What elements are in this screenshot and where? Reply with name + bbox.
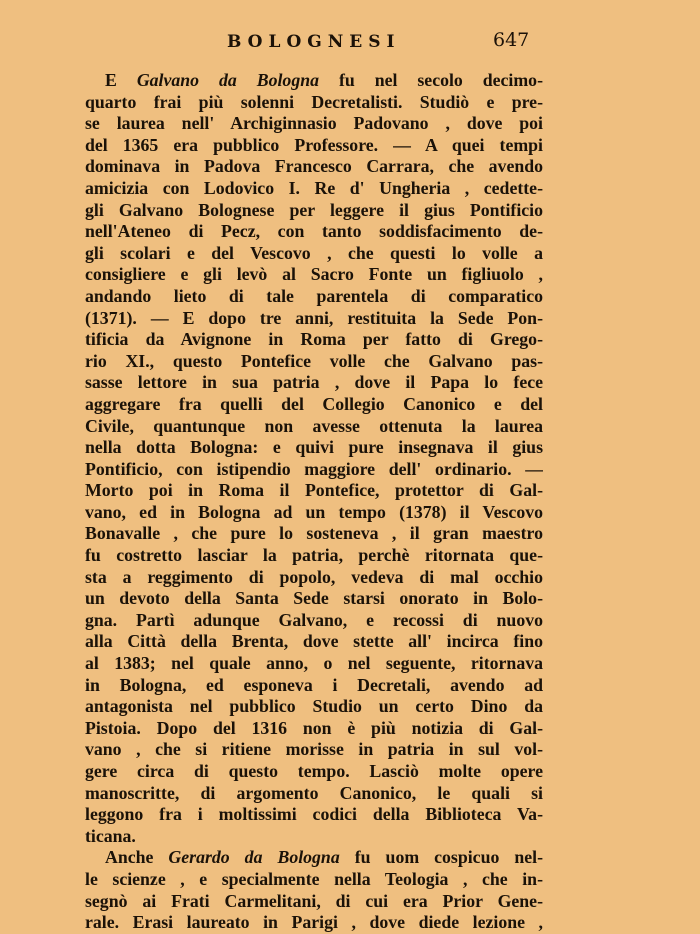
text-line: sasse lettore in sua patria , dove il Papa lo fece [85, 372, 543, 393]
text-line: rio XI., questo Pontefice volle che Galvano pas- [85, 350, 543, 371]
text-line: andando lieto di tale parentela di comparatico [85, 285, 543, 306]
paragraph-2-line-1-rest: fu uom cospicuo nel- [354, 847, 543, 868]
text-line: vano , che si ritiene morisse in patria in sul vol- [85, 739, 543, 760]
text-line: vano, ed in Bologna ad un tempo (1378) il Vescovo [85, 501, 543, 522]
text-line: nell'Ateneo di Pecz, con tanto soddisfacimento de- [85, 221, 543, 242]
text-line: nella dotta Bologna: e quivi pure insegnava il gius [85, 437, 543, 458]
text-line: aggregare fra quelli del Collegio Canonico e del [85, 393, 543, 414]
text-line: sta a reggimento di popolo, vedeva di mal occhio [85, 566, 543, 587]
text-line: un devoto della Santa Sede starsi onorato in Bolo- [85, 588, 543, 609]
text-line: antagonista nel pubblico Studio un certo Dino da [85, 696, 543, 717]
running-title: BOLOGNESI [227, 32, 401, 52]
paragraph-1-line-1-rest: fu nel secolo decimo- [338, 70, 543, 90]
text-line: gli Galvano Bolognese per leggere il gius Pontificio [85, 199, 543, 220]
text-line: alla Città della Brenta, dove stette all' incirca fino [85, 631, 543, 652]
paragraph-2-lead-word: Anche [105, 847, 154, 868]
text-line: rale. Erasi laureato in Parigi , dove diede lezione , [85, 912, 543, 933]
text-line: del 1365 era pubblico Professore. — A quei tempi [85, 134, 543, 155]
paragraph-1-last-line: ticana. [85, 825, 136, 846]
text-line: (1371). — E dopo tre anni, restituita la Sede Pon- [85, 307, 543, 328]
text-line: se laurea nell' Archiginnasio Padovano , dove poi [85, 113, 543, 134]
person-name-galvano: Galvano da Bologna [136, 70, 319, 90]
text-line: fu costretto lasciar la patria, perchè ritornata que- [85, 545, 543, 566]
text-line: le scienze , e specialmente nella Teologia , che in- [85, 868, 543, 889]
text-line: gli scolari e del Vescovo , che questi lo volle a [85, 242, 543, 263]
text-line: Civile, quantunque non avesse ottenuta la laurea [85, 415, 543, 436]
paragraph-1-line-1 [85, 70, 543, 92]
text-line: dominava in Padova Francesco Carrara, che avendo [85, 156, 543, 177]
text-line: Morto poi in Roma il Pontefice, protettor di Gal- [85, 480, 543, 501]
text-line: Pistoia. Dopo del 1316 non è più notizia di Gal- [85, 717, 543, 738]
text-line: Pontificio, con istipendio maggiore dell' ordinario. — [85, 458, 543, 479]
text-line: gna. Partì adunque Galvano, e recossi di nuovo [85, 609, 543, 630]
text-line: gere circa di questo tempo. Lasciò molte opere [85, 761, 543, 781]
paragraph-1-lead-word: E [105, 70, 117, 90]
text-line: quarto frai più solenni Decretalisti. Studiò e pre- [85, 91, 543, 112]
text-line: Bonavalle , che pure lo sosteneva , il gran maestro [85, 523, 543, 544]
text-line: consigliere e gli levò al Sacro Fonte un figliuolo , [85, 264, 543, 285]
text-line: amicizia con Lodovico I. Re d' Ungheria , cedette- [85, 177, 543, 198]
running-header [85, 29, 530, 62]
paragraph-2-line-1 [85, 847, 543, 869]
text-line: tificia da Avignone in Roma per fatto di Grego- [85, 329, 543, 350]
body-text [85, 70, 543, 934]
text-line: al 1383; nel quale anno, o nel seguente, ritornava [85, 653, 543, 674]
person-name-gerardo: Gerardo da Bologna [168, 847, 340, 868]
page-number: 647 [493, 29, 530, 51]
text-line: leggono fra i moltissimi codici della Biblioteca Va- [85, 804, 543, 825]
text-line: in Bologna, ed esponeva i Decretali, avendo ad [85, 674, 543, 695]
text-line: segnò ai Frati Carmelitani, di cui era Prior Gene- [85, 890, 543, 911]
text-line: manoscritte, di argomento Canonico, le quali si [85, 782, 543, 803]
